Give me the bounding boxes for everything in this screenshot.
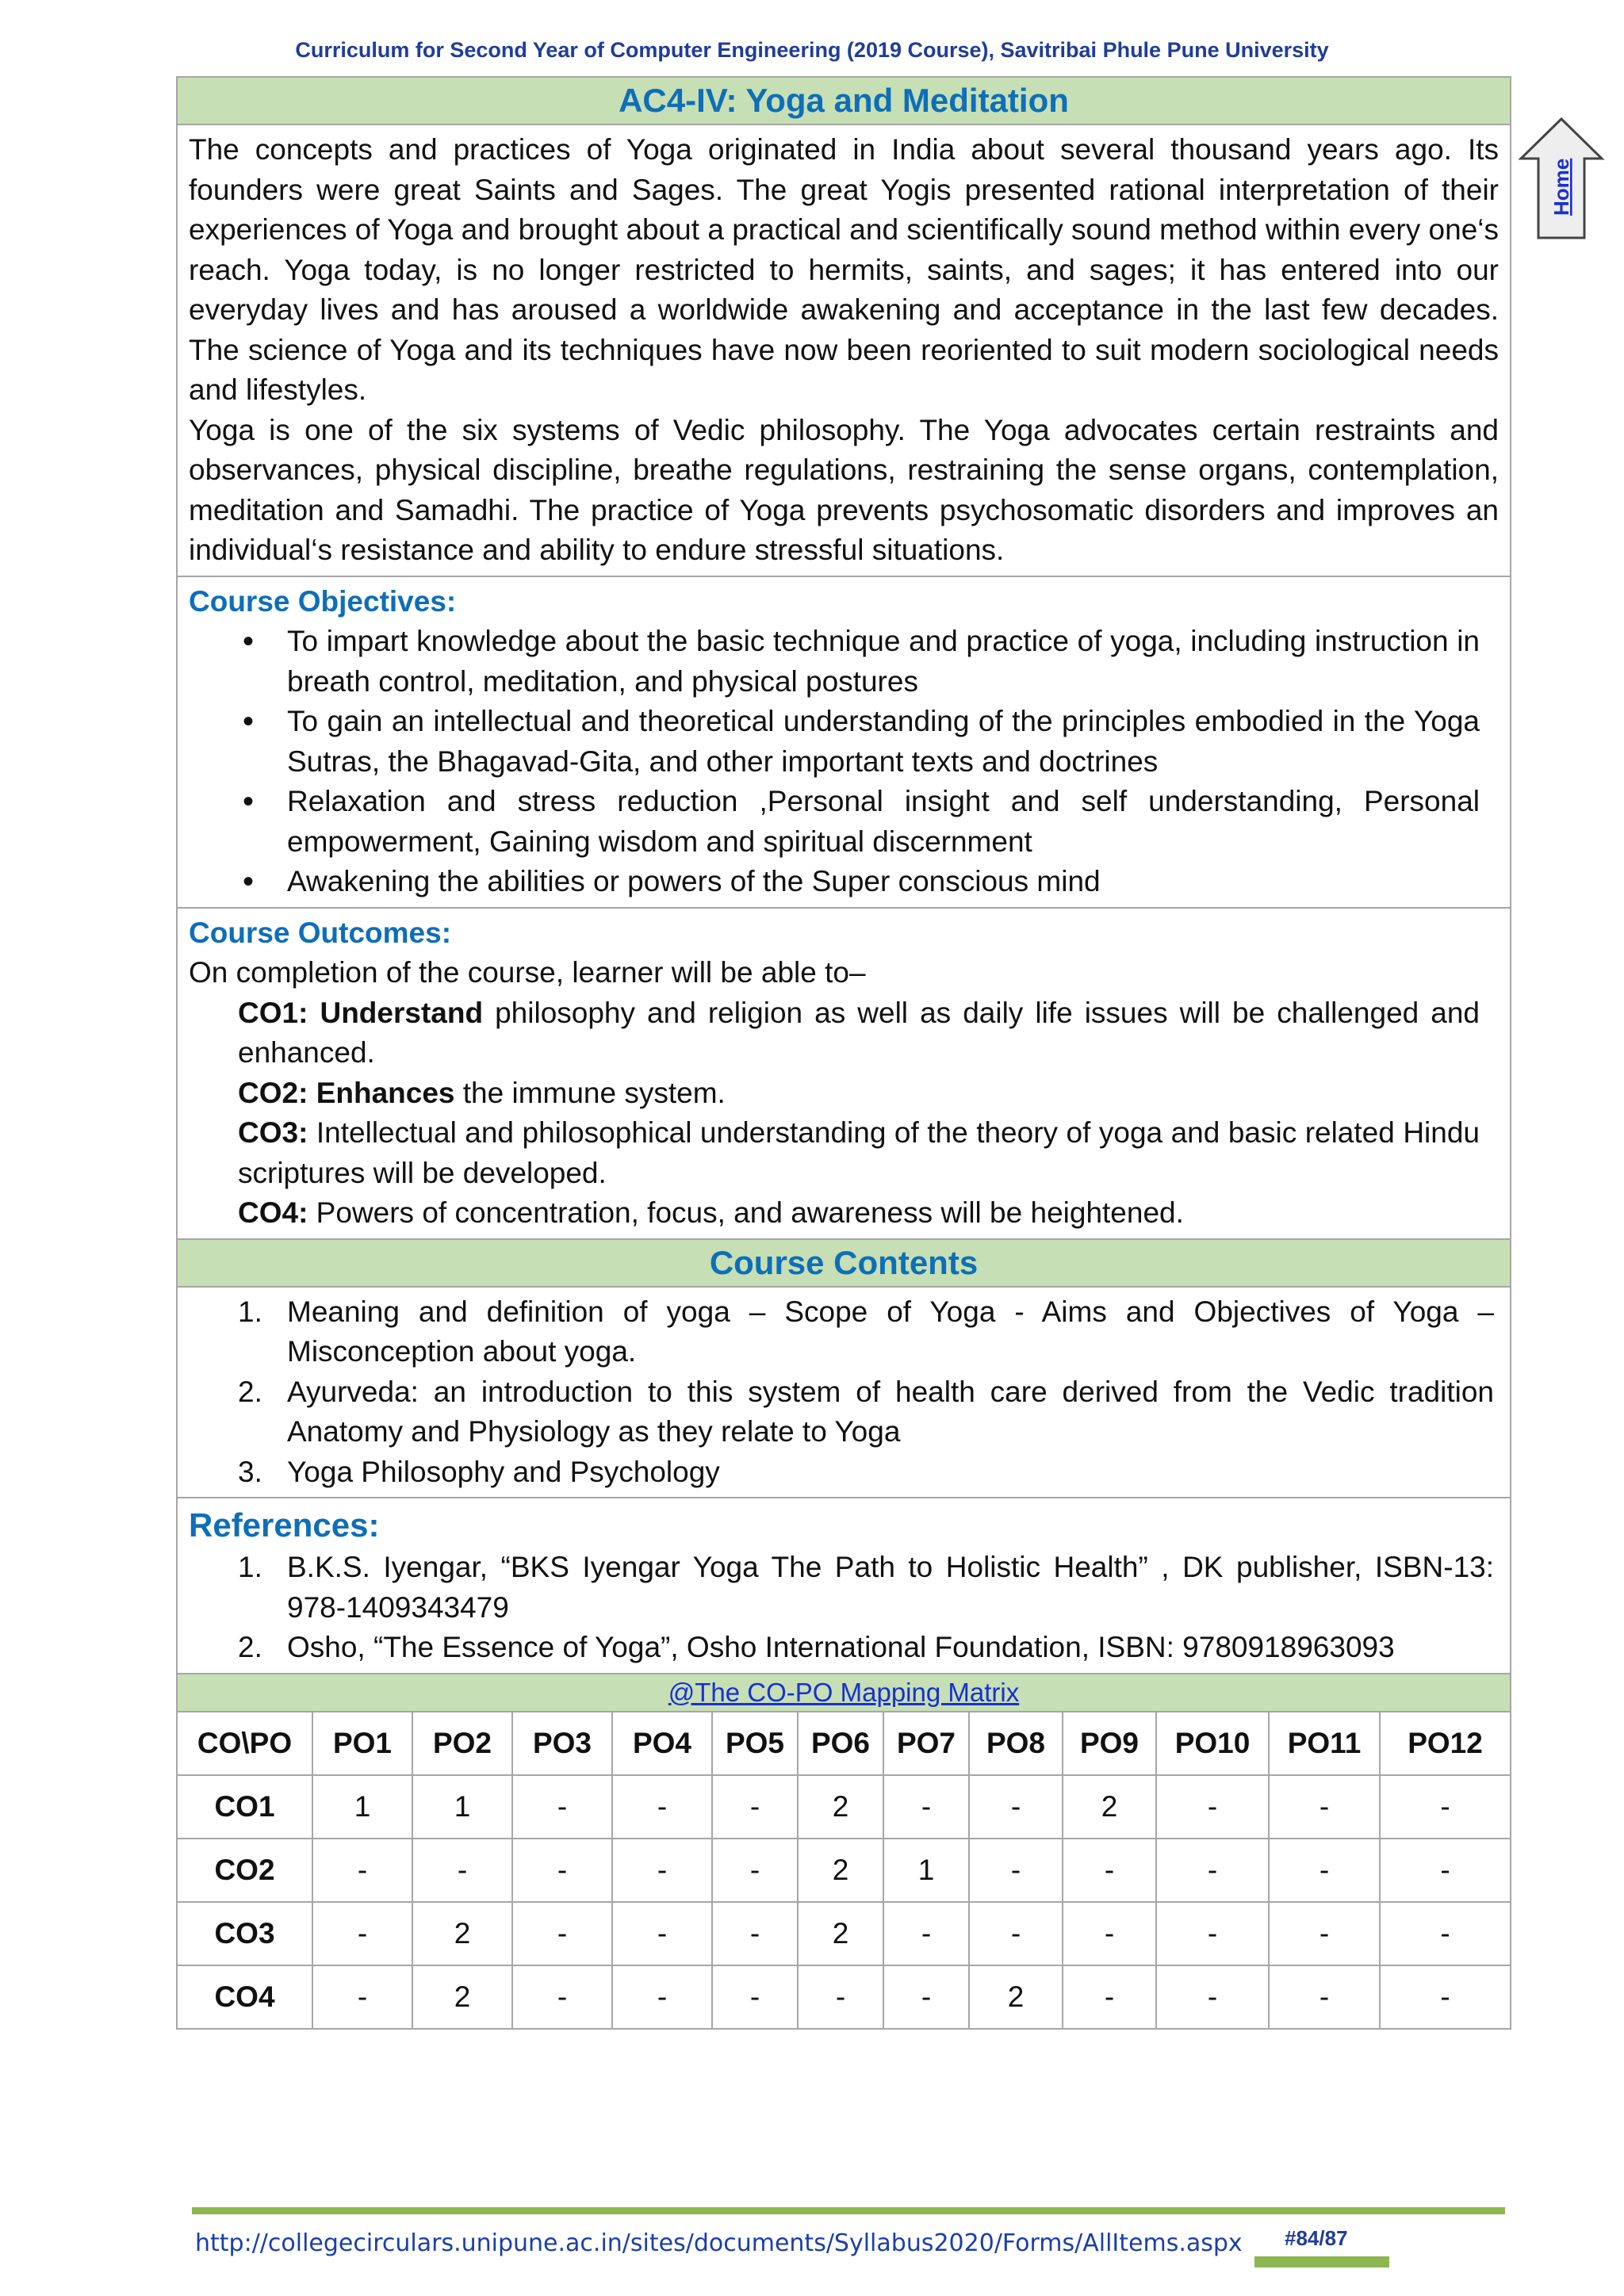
matrix-cell: 2	[798, 1775, 883, 1839]
matrix-cell: -	[512, 1775, 612, 1839]
outcome-co3	[189, 1113, 1480, 1193]
matrix-header: PO8	[969, 1712, 1063, 1775]
matrix-cell: -	[312, 1839, 412, 1902]
page-number-bar	[1254, 2256, 1389, 2267]
matrix-cell: -	[883, 1965, 969, 2028]
matrix-cell: -	[798, 1965, 883, 2028]
co-po-matrix	[178, 1712, 1510, 2028]
matrix-header: PO5	[712, 1712, 798, 1775]
matrix-header: PO12	[1380, 1712, 1510, 1775]
item-number: 2.	[238, 1631, 262, 1663]
matrix-cell: 1	[312, 1775, 412, 1839]
item-number: 1.	[238, 1295, 262, 1328]
matrix-cell: -	[712, 1965, 798, 2028]
outcomes-section	[178, 909, 1510, 1240]
matrix-cell: -	[512, 1965, 612, 2028]
matrix-cell: -	[712, 1839, 798, 1902]
reference-item	[189, 1628, 1494, 1668]
outcome-code: CO3:	[238, 1116, 308, 1149]
item-number: 1.	[238, 1551, 262, 1583]
matrix-cell: -	[969, 1902, 1063, 1965]
contents-heading: Course Contents	[178, 1240, 1510, 1288]
contents-section	[178, 1288, 1510, 1499]
matrix-header: PO6	[798, 1712, 883, 1775]
outcome-keyword: Understand	[320, 996, 484, 1029]
outcomes-intro: On completion of the course, learner will be able to–	[189, 956, 866, 989]
matrix-cell: -	[1063, 1965, 1156, 2028]
matrix-cell: -	[1156, 1839, 1269, 1902]
outcome-code: CO4:	[238, 1196, 308, 1229]
matrix-cell: -	[312, 1902, 412, 1965]
intro-paragraph-1: The concepts and practices of Yoga originated in India about several thousand years ago. Its founders were great Saints and Sages. The great Yogis presented rational interpretation of their experiences of Yoga and brought about a practical and scientifically sound method within every one‘s reach. Yoga today, is no longer restricted to hermits, saints, and sages; it has entered into our everyday lives and has aroused a worldwide awakening and acceptance in the last few decades. The science of Yoga and its techniques have now been reoriented to suit modern sociological needs and lifestyles.	[189, 133, 1499, 406]
outcome-text: philosophy and religion as well as daily life issues will be challenged and enhanced.	[238, 996, 1480, 1069]
matrix-header: PO7	[883, 1712, 969, 1775]
content-item	[189, 1452, 1494, 1493]
course-title: AC4-IV: Yoga and Meditation	[178, 78, 1510, 125]
outcome-co2	[189, 1073, 1480, 1114]
content-item	[189, 1372, 1494, 1452]
matrix-header: PO2	[412, 1712, 512, 1775]
matrix-header: PO4	[612, 1712, 712, 1775]
matrix-cell: -	[1380, 1839, 1510, 1902]
matrix-cell: 2	[798, 1902, 883, 1965]
course-frame	[176, 76, 1511, 2030]
objective-item: • Relaxation and stress reduction ,Personal insight and self understanding, Personal empowerment, Gaining wisdom and spiritual discernment	[189, 782, 1480, 862]
matrix-cell: -	[412, 1839, 512, 1902]
outcome-code: CO1:	[238, 996, 308, 1029]
matrix-cell: 1	[883, 1839, 969, 1902]
matrix-cell: -	[612, 1839, 712, 1902]
matrix-cell: -	[1269, 1965, 1380, 2028]
outcome-text: the immune system.	[454, 1076, 726, 1109]
matrix-cell: 2	[798, 1839, 883, 1902]
objective-item: • To impart knowledge about the basic technique and practice of yoga, including instruction in breath control, meditation, and physical postures	[189, 622, 1480, 702]
matrix-cell: -	[512, 1839, 612, 1902]
matrix-cell: -	[1063, 1839, 1156, 1902]
matrix-cell: -	[883, 1902, 969, 1965]
matrix-row	[178, 1902, 1510, 1965]
matrix-row-label: CO4	[178, 1965, 312, 2028]
objectives-heading: Course Objectives:	[189, 584, 457, 618]
objective-item: • Awakening the abilities or powers of the Super conscious mind	[189, 862, 1480, 902]
objective-item: • To gain an intellectual and theoretical understanding of the principles embodied in the Yoga Sutras, the Bhagavad-Gita, and other important texts and doctrines	[189, 702, 1480, 782]
matrix-cell: -	[1156, 1775, 1269, 1839]
intro-section	[178, 125, 1510, 577]
intro-paragraph-2: Yoga is one of the six systems of Vedic philosophy. The Yoga advocates certain restraints and observances, physical discipline, breathe regulations, restraining the sense organs, contemplation, meditation and Samadhi. The practice of Yoga prevents psychosomatic disorders and improves an individual‘s resistance and ability to endure stressful situations.	[189, 413, 1499, 566]
matrix-cell: -	[969, 1775, 1063, 1839]
matrix-row-label: CO3	[178, 1902, 312, 1965]
outcome-co1	[189, 993, 1480, 1073]
footer-divider	[192, 2207, 1505, 2214]
item-text: B.K.S. Iyengar, “BKS Iyengar Yoga The Path to Holistic Health” , DK publisher, ISBN-13: 978-1409343479	[287, 1551, 1494, 1624]
matrix-cell: -	[712, 1902, 798, 1965]
item-number: 2.	[238, 1375, 262, 1408]
matrix-header: PO10	[1156, 1712, 1269, 1775]
matrix-header-row	[178, 1712, 1510, 1775]
matrix-cell: -	[612, 1902, 712, 1965]
matrix-cell: -	[1269, 1839, 1380, 1902]
footer-url-link[interactable]: http://collegecirculars.unipune.ac.in/sites/documents/Syllabus2020/Forms/AllItems.aspx	[195, 2229, 1243, 2257]
matrix-cell: -	[1156, 1902, 1269, 1965]
page-number: #84/87	[1285, 2226, 1348, 2250]
matrix-row-label: CO1	[178, 1775, 312, 1839]
matrix-cell: -	[969, 1839, 1063, 1902]
references-heading: References:	[189, 1506, 380, 1544]
content-item	[189, 1292, 1494, 1372]
home-label: Home	[1549, 158, 1573, 216]
home-button[interactable]	[1518, 116, 1605, 241]
matrix-header: PO9	[1063, 1712, 1156, 1775]
matrix-cell: -	[1063, 1902, 1156, 1965]
matrix-cell: 2	[412, 1902, 512, 1965]
matrix-row	[178, 1775, 1510, 1839]
page-header: Curriculum for Second Year of Computer Engineering (2019 Course), Savitribai Phule Pune University	[295, 38, 1329, 62]
matrix-header: PO3	[512, 1712, 612, 1775]
matrix-cell: -	[312, 1965, 412, 2028]
contents-list	[189, 1292, 1499, 1493]
mapping-title	[178, 1674, 1510, 1712]
item-number: 3.	[238, 1455, 262, 1488]
matrix-cell: -	[612, 1965, 712, 2028]
references-list	[189, 1548, 1499, 1668]
item-text: Yoga Philosophy and Psychology	[287, 1455, 720, 1488]
objectives-list	[189, 622, 1499, 902]
matrix-row	[178, 1839, 1510, 1902]
outcome-text: Powers of concentration, focus, and awareness will be heightened.	[308, 1196, 1184, 1229]
references-section	[178, 1498, 1510, 1674]
matrix-row-label: CO2	[178, 1839, 312, 1902]
matrix-cell: -	[1380, 1965, 1510, 2028]
matrix-cell: -	[1269, 1902, 1380, 1965]
matrix-cell: -	[1156, 1965, 1269, 2028]
outcome-keyword: Enhances	[316, 1076, 455, 1109]
item-text: Osho, “The Essence of Yoga”, Osho International Foundation, ISBN: 9780918963093	[287, 1631, 1395, 1663]
matrix-cell: -	[1380, 1902, 1510, 1965]
outcome-text: Intellectual and philosophical understanding of the theory of yoga and basic related Hindu scriptures will be developed.	[238, 1116, 1480, 1189]
objectives-section	[178, 577, 1510, 909]
matrix-cell: -	[712, 1775, 798, 1839]
matrix-cell: 2	[969, 1965, 1063, 2028]
matrix-cell: 2	[412, 1965, 512, 2028]
item-text: Ayurveda: an introduction to this system of health care derived from the Vedic tradition Anatomy and Physiology as they relate to Yoga	[287, 1375, 1494, 1448]
reference-item	[189, 1548, 1494, 1628]
mapping-link[interactable]: @The CO-PO Mapping Matrix	[668, 1677, 1020, 1707]
matrix-cell: -	[612, 1775, 712, 1839]
matrix-row	[178, 1965, 1510, 2028]
matrix-cell: 1	[412, 1775, 512, 1839]
matrix-cell: -	[512, 1902, 612, 1965]
outcome-code: CO2:	[238, 1076, 308, 1109]
matrix-cell: -	[1380, 1775, 1510, 1839]
matrix-cell: 2	[1063, 1775, 1156, 1839]
matrix-cell: -	[883, 1775, 969, 1839]
matrix-cell: -	[1269, 1775, 1380, 1839]
item-text: Meaning and definition of yoga – Scope of Yoga - Aims and Objectives of Yoga – Misconception about yoga.	[287, 1295, 1494, 1368]
matrix-header: PO1	[312, 1712, 412, 1775]
matrix-header: CO\PO	[178, 1712, 312, 1775]
outcomes-heading: Course Outcomes:	[189, 916, 452, 949]
outcome-co4	[189, 1193, 1480, 1234]
matrix-header: PO11	[1269, 1712, 1380, 1775]
